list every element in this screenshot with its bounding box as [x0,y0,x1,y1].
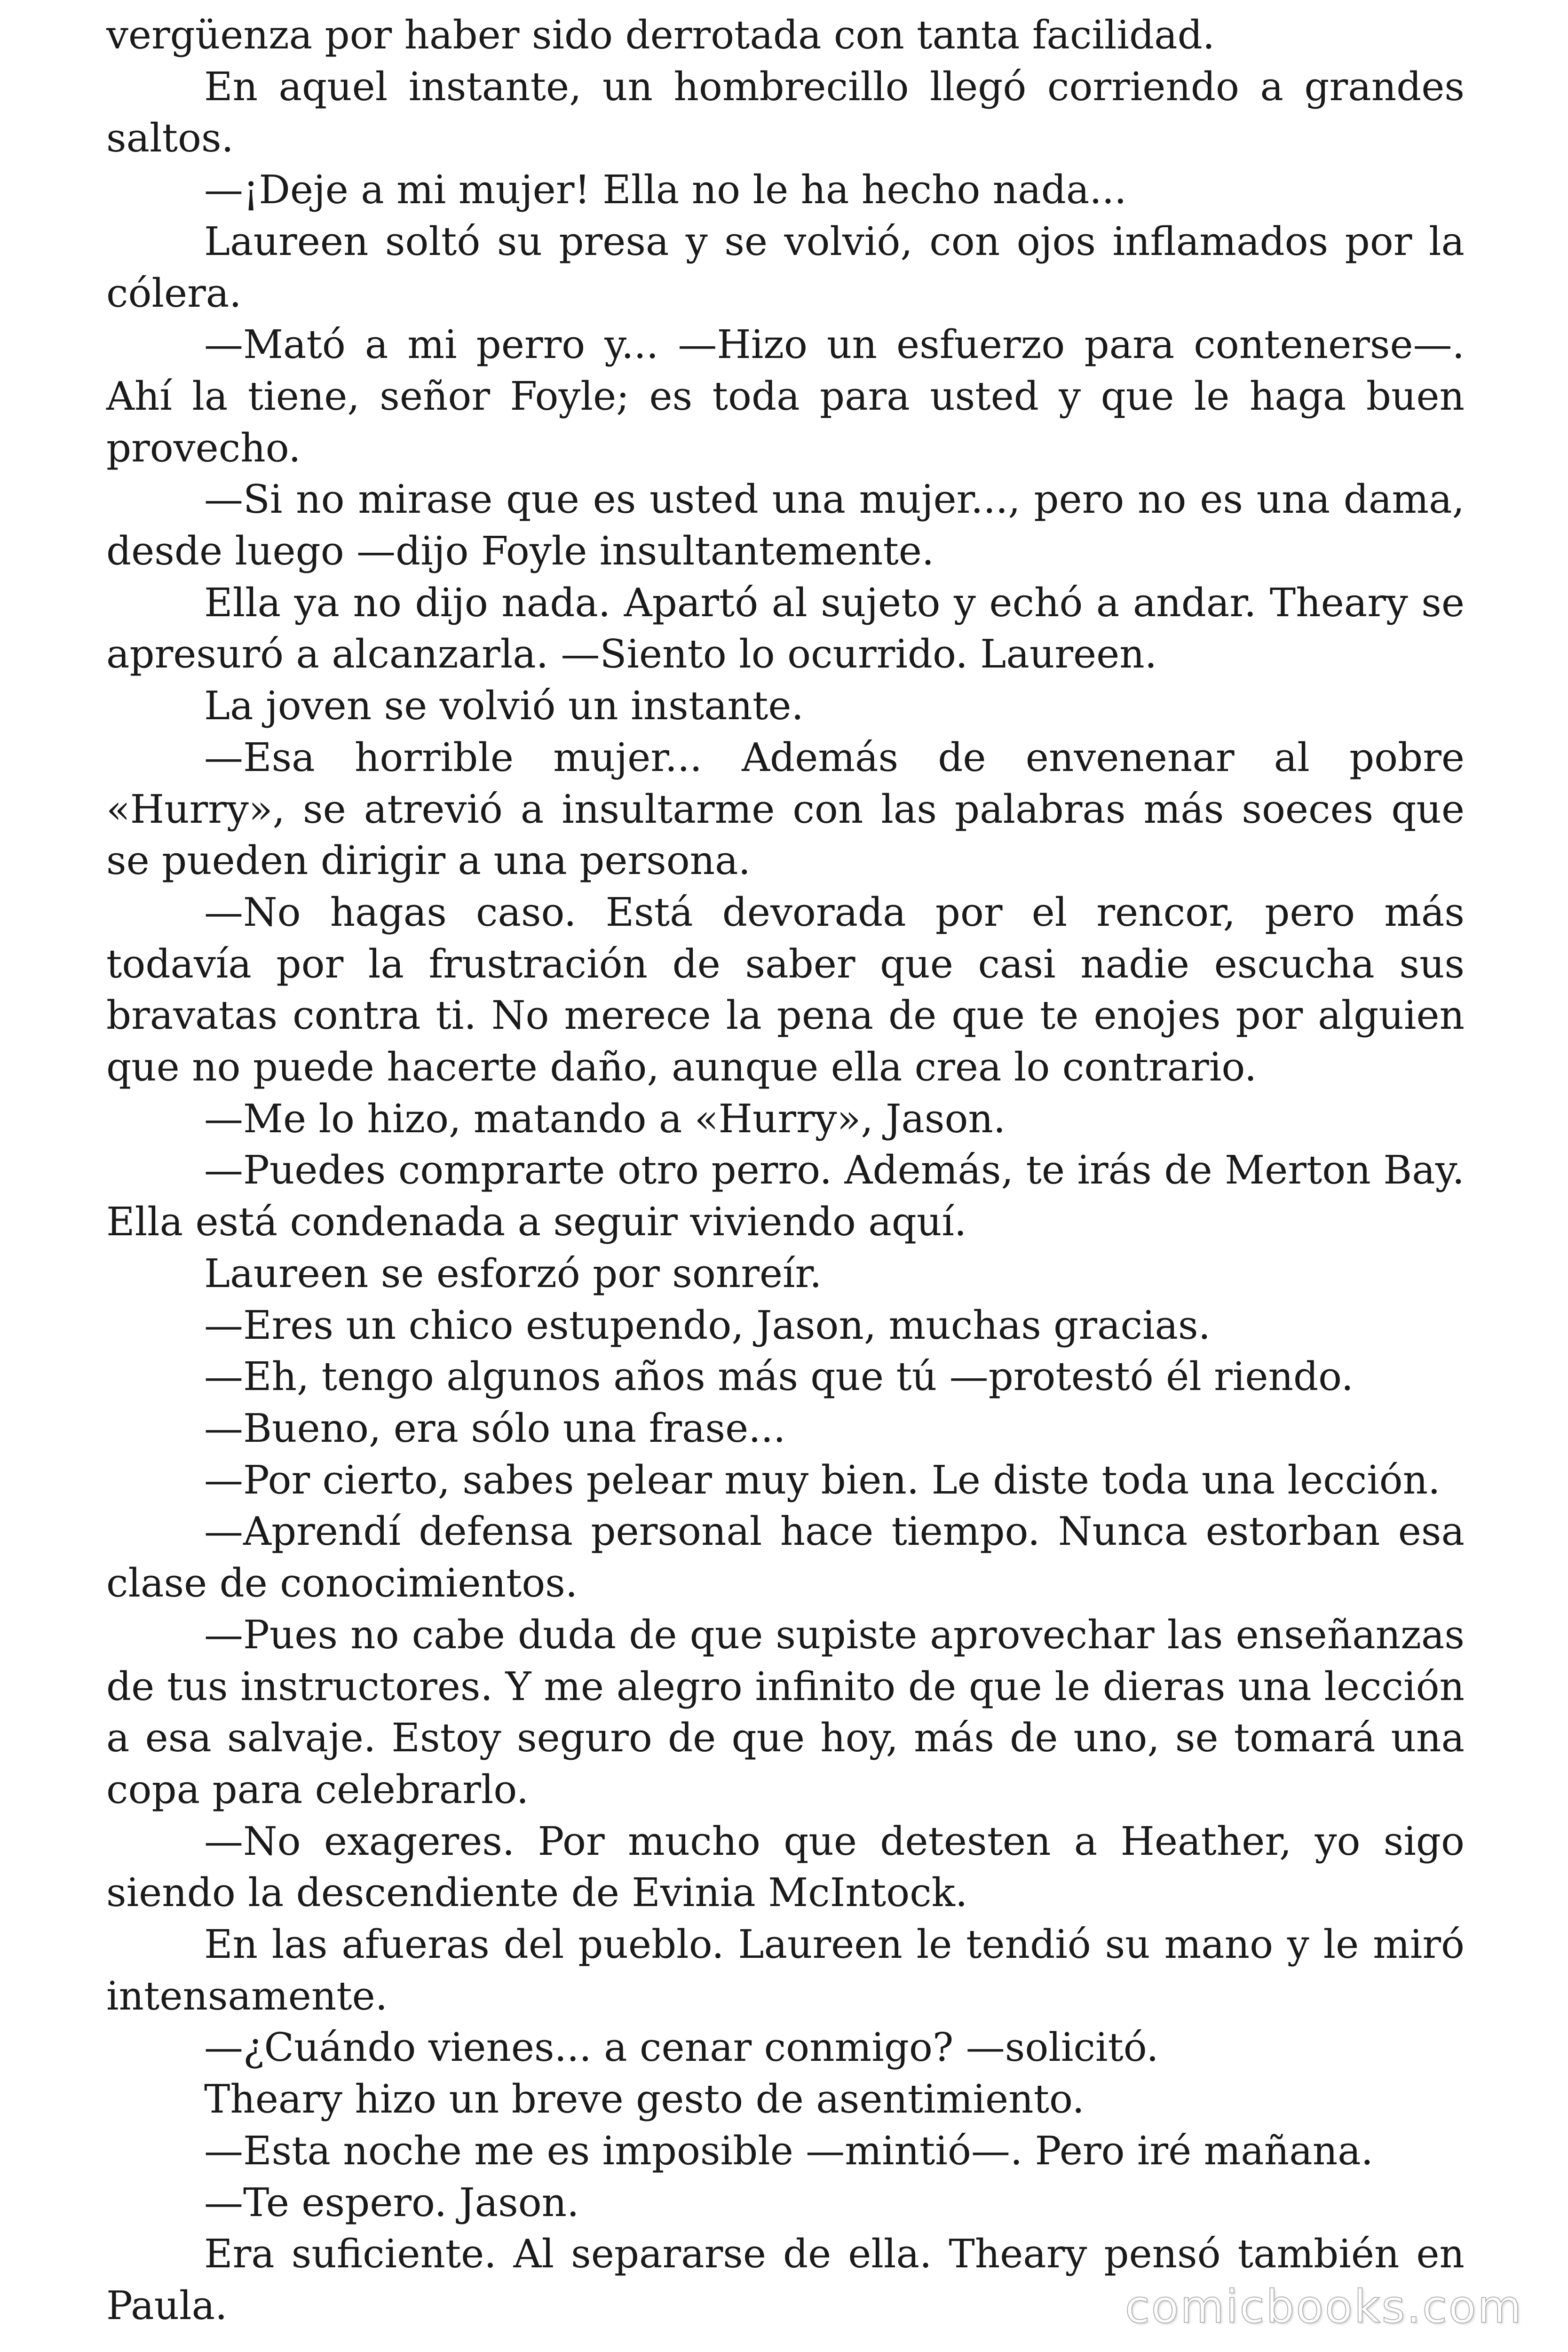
paragraph-25: —Te espero. Jason. [204,2179,579,2225]
paragraph-19: —Pues no cabe duda de que supiste aprovechar las enseñanzas de tus instructores. Y me alegro infinito de que le dieras una lección a esa salvaje. Estoy seguro de que hoy, más de uno, se tomará una copa para celebrarlo. [106,1612,1465,1812]
paragraph-4: Laureen soltó su presa y se volvió, con ojos inflamados por la cólera. [106,218,1465,316]
paragraph-5: —Mató a mi perro y... —Hizo un esfuerzo para contenerse—. Ahí la tiene, señor Foyle; es toda para usted y que le haga buen provecho. [106,322,1465,471]
paragraph-13: Laureen se esforzó por sonreír. [204,1250,822,1296]
paragraph-11: —Me lo hizo, matando a «Hurry», Jason. [204,1096,1006,1142]
paragraph-12: —Puedes comprarte otro perro. Además, te irás de Merton Bay. Ella está condenada a seguir viviendo aquí. [106,1147,1465,1245]
paragraph-22: —¿Cuándo vienes... a cenar conmigo? —solicitó. [204,2025,1159,2071]
paragraph-26: Era suficiente. Al separarse de ella. Theary pensó también en Paula. [106,2231,1465,2328]
paragraph-14: —Eres un chico estupendo, Jason, muchas gracias. [204,1302,1211,1348]
paragraph-15: —Eh, tengo algunos años más que tú —protestó él riendo. [204,1354,1354,1400]
paragraph-7: Ella ya no dijo nada. Apartó al sujeto y echó a andar. Theary se apresuró a alcanzarla. —Siento lo ocurrido. Laureen. [106,580,1465,677]
paragraph-21: En las afueras del pueblo. Laureen le tendió su mano y le miró intensamente. [106,1922,1465,2019]
paragraph-18: —Aprendí defensa personal hace tiempo. Nunca estorban esa clase de conocimientos. [106,1509,1465,1606]
paragraph-3: —¡Deje a mi mujer! Ella no le ha hecho nada... [204,167,1127,213]
paragraph-1: vergüenza por haber sido derrotada con tanta facilidad. [106,12,1215,58]
paragraph-6: —Si no mirase que es usted una mujer..., pero no es una dama, desde luego —dijo Foyle insultantemente. [106,477,1465,574]
paragraph-20: —No exageres. Por mucho que detesten a Heather, yo sigo siendo la descendiente de Evinia McIntock. [106,1818,1465,1916]
paragraph-16: —Bueno, era sólo una frase... [204,1405,786,1451]
paragraph-2: En aquel instante, un hombrecillo llegó corriendo a grandes saltos. [106,64,1465,161]
paragraph-23: Theary hizo un breve gesto de asentimiento. [204,2076,1085,2122]
paragraph-8: La joven se volvió un instante. [204,683,804,729]
page-body-text [106,0,1465,2332]
paragraph-17: —Por cierto, sabes pelear muy bien. Le diste toda una lección. [204,1457,1441,1503]
site-watermark: comicbooks.com [1125,2280,1523,2333]
paragraph-10: —No hagas caso. Está devorada por el rencor, pero más todavía por la frustración de saber que casi nadie escucha sus bravatas contra ti. No merece la pena de que te enojes por alguien que no puede hacerte daño, aunque ella crea lo contrario. [106,889,1465,1090]
paragraph-24: —Esta noche me es imposible —mintió—. Pero iré mañana. [204,2128,1374,2174]
paragraph-9: —Esa horrible mujer... Además de envenenar al pobre «Hurry», se atrevió a insultarme con las palabras más soeces que se pueden dirigir a una persona. [106,734,1465,884]
